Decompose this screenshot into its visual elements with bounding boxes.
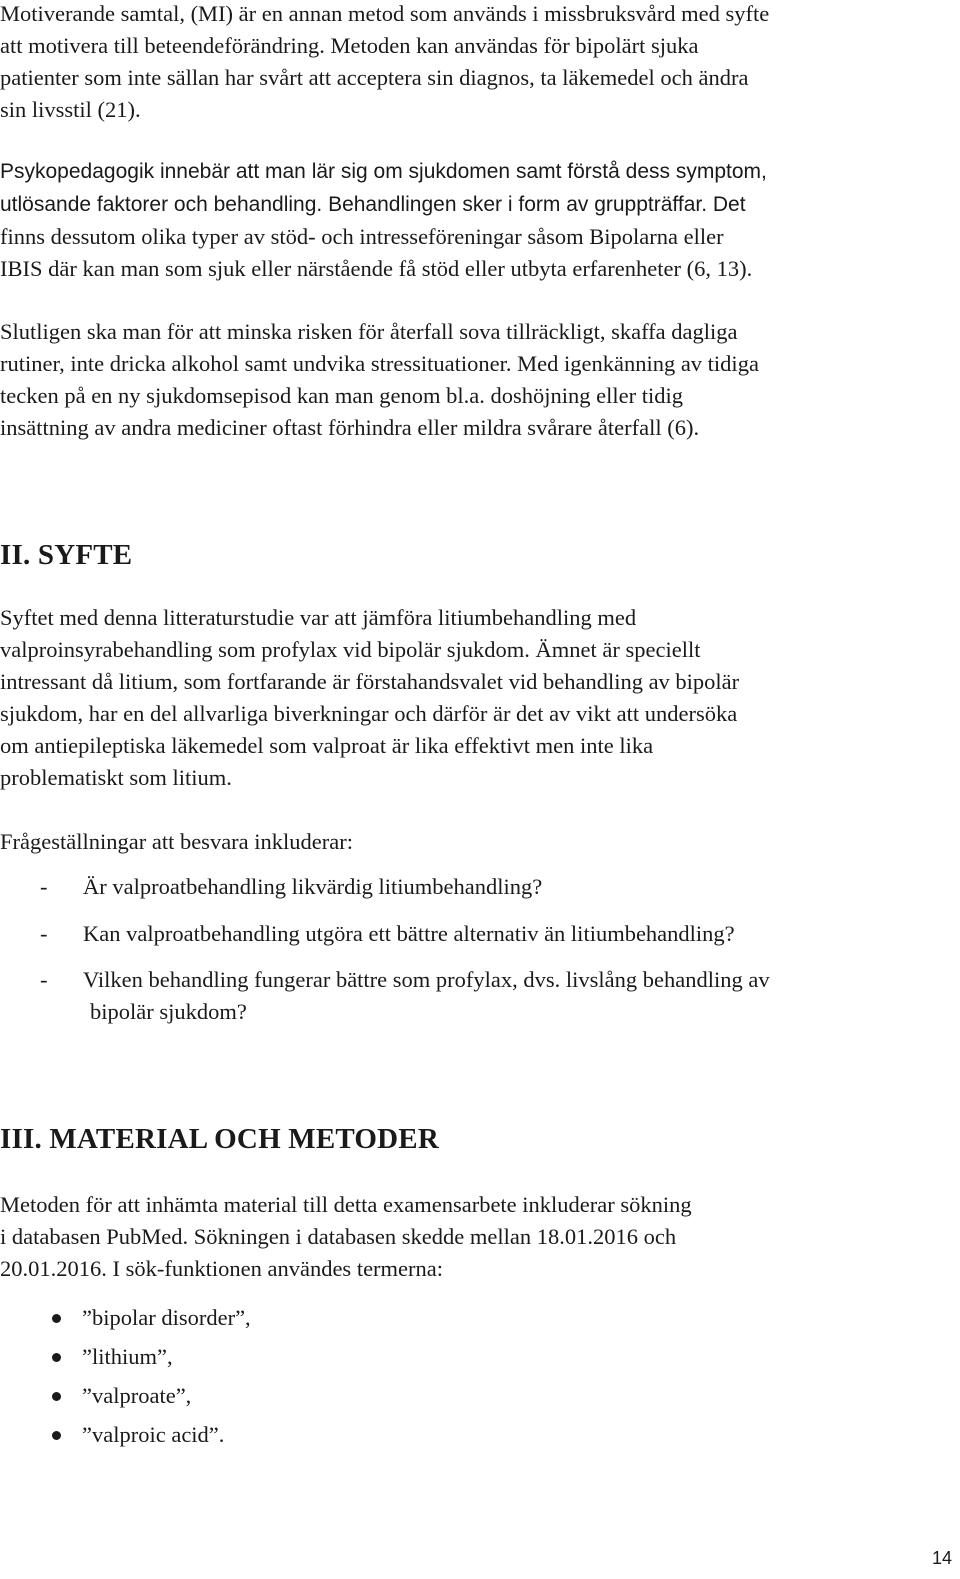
dash-bullet: - bbox=[40, 921, 48, 946]
search-term-item bbox=[0, 1419, 958, 1453]
text-line bbox=[0, 188, 958, 221]
search-term-item bbox=[0, 1302, 958, 1336]
text-line: Metoden för att inhämta material till detta examensarbete inkluderar sökning bbox=[0, 1192, 692, 1217]
text-line: insättning av andra mediciner oftast förhindra eller mildra svårare återfall (6). bbox=[0, 415, 700, 440]
dash-bullet: - bbox=[40, 874, 48, 899]
page-number: 14 bbox=[931, 1548, 952, 1568]
text-fragment: utlösande faktorer och behandling. Behandlingen sker i form av gruppträffar. Det bbox=[0, 193, 746, 216]
text-line: rutiner, inte dricka alkohol samt undvika stressituationer. Med igenkänning av tidiga bbox=[0, 351, 759, 376]
section-heading-syfte: II. SYFTE bbox=[0, 539, 133, 571]
search-term-item bbox=[0, 1341, 958, 1375]
text-line: intressant då litium, som fortfarande är förstahandsvalet vid behandling av bipolär bbox=[0, 669, 740, 694]
text-line: problematiskt som litium. bbox=[0, 765, 232, 790]
text-line: i databasen PubMed. Sökningen i databasen skedde mellan 18.01.2016 och bbox=[0, 1224, 677, 1249]
paragraph-slutligen bbox=[0, 316, 958, 444]
question-text: Är valproatbehandling likvärdig litiumbehandling? bbox=[83, 874, 543, 899]
text-line: Slutligen ska man för att minska risken för återfall sova tillräckligt, skaffa dagliga bbox=[0, 319, 738, 344]
search-term-text: ”valproic acid”. bbox=[82, 1422, 225, 1447]
text-line: patienter som inte sällan har svårt att acceptera sin diagnos, ta läkemedel och ändra bbox=[0, 65, 749, 90]
search-term-text: ”lithium”, bbox=[82, 1344, 173, 1369]
text-line: sjukdom, har en del allvarliga biverkningar och därför är det av vikt att undersöka bbox=[0, 701, 738, 726]
bullet-dot-icon bbox=[52, 1431, 61, 1440]
dash-bullet: - bbox=[40, 967, 48, 992]
question-text: Kan valproatbehandling utgöra ett bättre alternativ än litiumbehandling? bbox=[83, 921, 735, 946]
paragraph-motiverande-samtal bbox=[0, 0, 958, 126]
bullet-dot-icon bbox=[52, 1314, 61, 1323]
question-text: Vilken behandling fungerar bättre som profylax, dvs. livslång behandling av bbox=[83, 967, 770, 992]
text-line: om antiepileptiska läkemedel som valproat är lika effektivt men inte lika bbox=[0, 733, 654, 758]
bullet-dot-icon bbox=[52, 1353, 61, 1362]
text-line: att motivera till beteendeförändring. Metoden kan användas för bipolärt sjuka bbox=[0, 33, 699, 58]
text-line: Frågeställningar att besvara inkluderar: bbox=[0, 829, 353, 854]
text-line: sin livsstil (21). bbox=[0, 97, 141, 122]
search-term-text: ”valproate”, bbox=[82, 1383, 192, 1408]
bullet-dot-icon bbox=[52, 1392, 61, 1401]
text-line: Motiverande samtal, (MI) är en annan metod som används i missbruksvård med syfte bbox=[0, 1, 770, 26]
text-line: Syftet med denna litteraturstudie var att jämföra litiumbehandling med bbox=[0, 605, 637, 630]
search-term-text: ”bipolar disorder”, bbox=[82, 1305, 251, 1330]
paragraph-syfte bbox=[0, 602, 958, 794]
paragraph-metoder bbox=[0, 1189, 958, 1285]
search-term-item bbox=[0, 1380, 958, 1414]
text-line: Psykopedagogik innebär att man lär sig om sjukdomen samt förstå dess symptom, bbox=[0, 160, 767, 183]
question-text-continuation: bipolär sjukdom? bbox=[90, 999, 247, 1024]
text-line: valproinsyrabehandling som profylax vid bipolär sjukdom. Ämnet är speciellt bbox=[0, 637, 701, 662]
questions-intro bbox=[0, 826, 958, 858]
paragraph-psykopedagogik bbox=[0, 156, 958, 285]
text-line: tecken på en ny sjukdomsepisod kan man genom bl.a. doshöjning eller tidig bbox=[0, 383, 683, 408]
text-line: IBIS där kan man som sjuk eller närstående få stöd eller utbyta erfarenheter (6, 13). bbox=[0, 256, 753, 281]
text-line: finns dessutom olika typer av stöd- och intresseföreningar såsom Bipolarna eller bbox=[0, 224, 724, 249]
text-line: 20.01.2016. I sök-funktionen användes termerna: bbox=[0, 1256, 444, 1281]
section-heading-material-och-metoder: III. MATERIAL OCH METODER bbox=[0, 1123, 439, 1155]
